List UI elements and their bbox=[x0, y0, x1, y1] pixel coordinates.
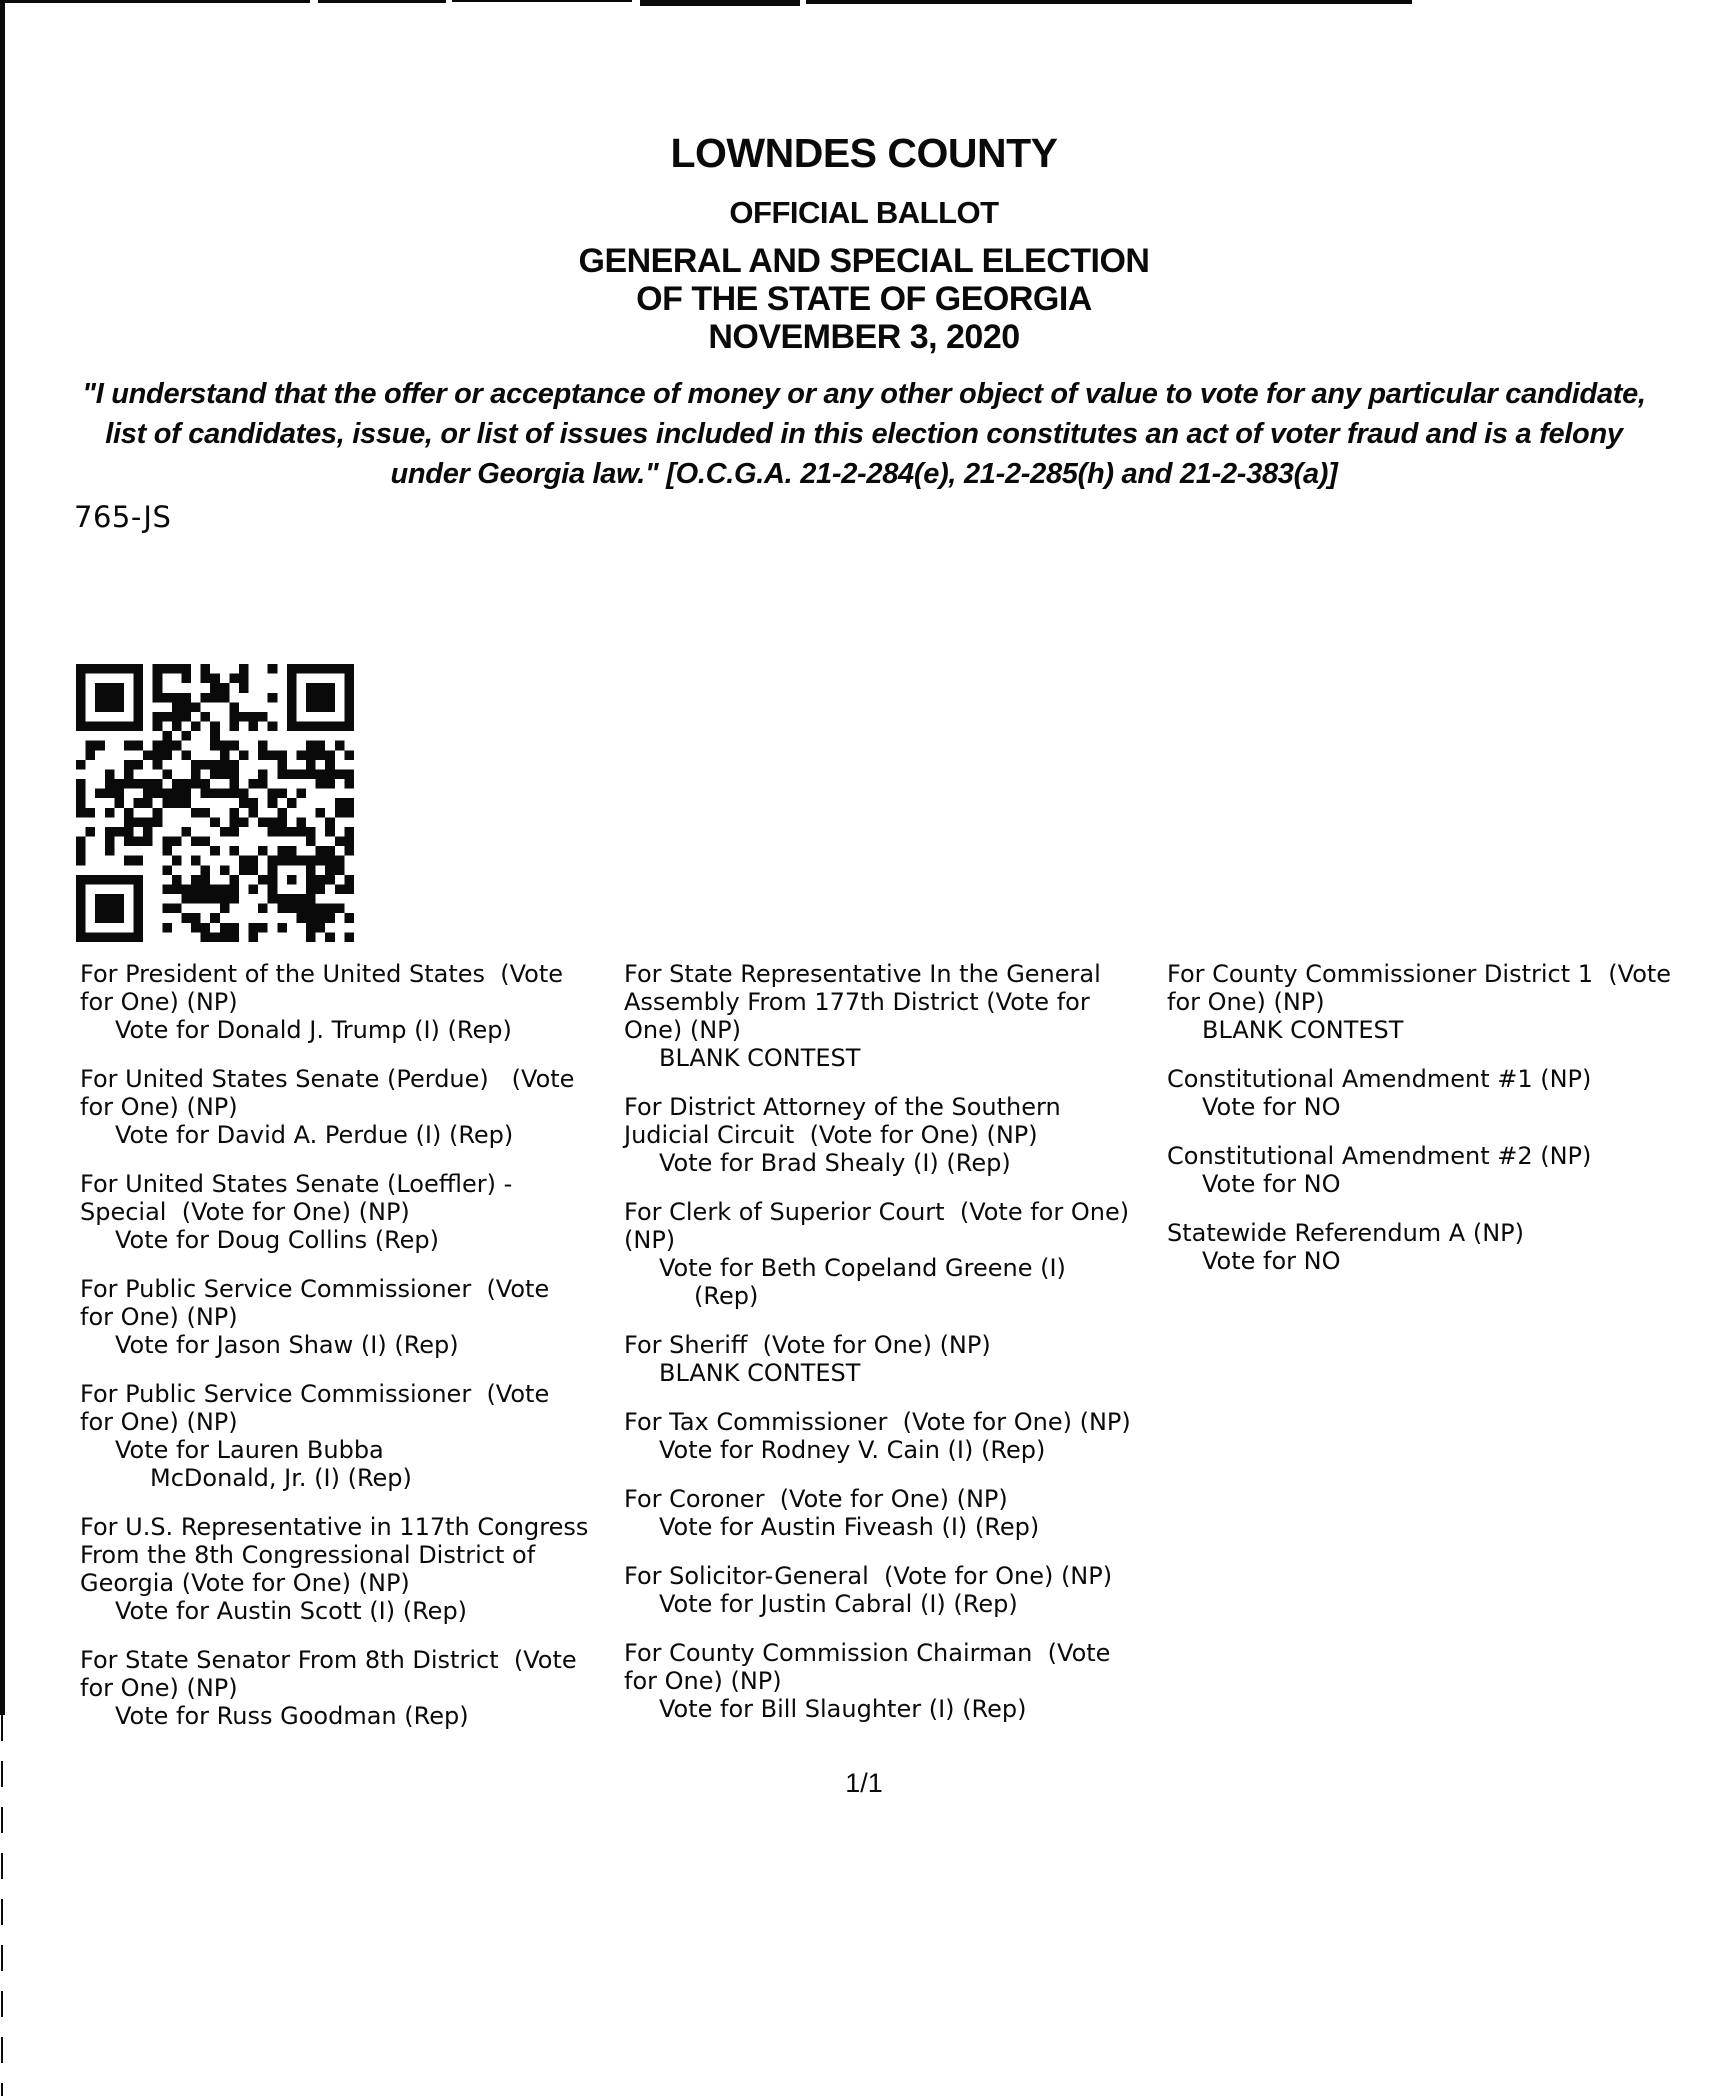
contest-title-line: For United States Senate (Perdue) (Vote bbox=[80, 1065, 575, 1093]
contest-block bbox=[1167, 1065, 1728, 1121]
vote-selection-line: Vote for NO bbox=[1202, 1093, 1341, 1121]
contest-column-1 bbox=[80, 960, 624, 1751]
vote-selection-line: Vote for Russ Goodman (Rep) bbox=[115, 1702, 469, 1730]
scan-edge-top-segment bbox=[0, 0, 310, 3]
disclaimer-line: under Georgia law." [O.C.G.A. 21-2-284(e), 21-2-285(h) and 21-2-383(a)] bbox=[390, 458, 1338, 490]
vote-selection-line: McDonald, Jr. (I) (Rep) bbox=[150, 1464, 412, 1492]
contest-title-line: Constitutional Amendment #2 (NP) bbox=[1167, 1142, 1592, 1170]
contest-block bbox=[80, 1170, 624, 1254]
contest-title-line: for One) (NP) bbox=[80, 1674, 238, 1702]
contest-title-line: For Tax Commissioner (Vote for One) (NP) bbox=[624, 1408, 1131, 1436]
contest-title-line: for One) (NP) bbox=[1167, 988, 1325, 1016]
vote-selection-line: Vote for Rodney V. Cain (I) (Rep) bbox=[659, 1436, 1046, 1464]
scan-edge-top-segment bbox=[452, 0, 632, 2]
scan-edge-top-segment bbox=[806, 0, 1412, 4]
contest-title-line: For Solicitor-General (Vote for One) (NP) bbox=[624, 1562, 1113, 1590]
contest-block bbox=[624, 1093, 1167, 1177]
contest-title-line: For Sheriff (Vote for One) (NP) bbox=[624, 1331, 991, 1359]
vote-selection-line: Vote for Justin Cabral (I) (Rep) bbox=[659, 1590, 1018, 1618]
contest-block bbox=[624, 1198, 1167, 1310]
contest-title-line: For County Commission Chairman (Vote bbox=[624, 1639, 1111, 1667]
contest-title-line: For Public Service Commissioner (Vote bbox=[80, 1380, 550, 1408]
vote-selection-line: Vote for Brad Shealy (I) (Rep) bbox=[659, 1149, 1011, 1177]
county-title: LOWNDES COUNTY bbox=[670, 130, 1058, 176]
contest-title-line: For State Representative In the General bbox=[624, 960, 1101, 988]
contest-title-line: For United States Senate (Loeffler) - bbox=[80, 1170, 513, 1198]
contest-block bbox=[1167, 1219, 1728, 1275]
voter-fraud-disclaimer bbox=[0, 374, 1728, 494]
disclaimer-line: list of candidates, issue, or list of issues included in this election constitutes an act of voter fraud and is a felony bbox=[105, 418, 1623, 450]
vote-selection-line: Vote for David A. Perdue (I) (Rep) bbox=[115, 1121, 514, 1149]
vote-selection-line: Vote for Beth Copeland Greene (I) bbox=[659, 1254, 1066, 1282]
election-title-line: GENERAL AND SPECIAL ELECTION bbox=[578, 242, 1150, 280]
contest-block bbox=[1167, 960, 1728, 1044]
contest-title-line: Georgia (Vote for One) (NP) bbox=[80, 1569, 410, 1597]
contest-title-line: For Coroner (Vote for One) (NP) bbox=[624, 1485, 1008, 1513]
contest-title-line: for One) (NP) bbox=[80, 1093, 238, 1121]
election-title bbox=[0, 242, 1728, 356]
contest-block bbox=[624, 1485, 1167, 1541]
contest-title-line: for One) (NP) bbox=[80, 988, 238, 1016]
contest-title-line: For Clerk of Superior Court (Vote for One) bbox=[624, 1198, 1130, 1226]
contest-title-line: For County Commissioner District 1 (Vote bbox=[1167, 960, 1672, 988]
blank-contest-label: BLANK CONTEST bbox=[1202, 1016, 1404, 1044]
contest-block bbox=[80, 1275, 624, 1359]
contest-title-line: For District Attorney of the Southern bbox=[624, 1093, 1061, 1121]
contest-title-line: From the 8th Congressional District of bbox=[80, 1541, 536, 1569]
vote-selection-line: (Rep) bbox=[694, 1282, 759, 1310]
vote-selection-line: Vote for Donald J. Trump (I) (Rep) bbox=[115, 1016, 512, 1044]
vote-selection-line: Vote for Austin Fiveash (I) (Rep) bbox=[659, 1513, 1040, 1541]
election-title-line: NOVEMBER 3, 2020 bbox=[708, 318, 1020, 356]
ballot-type-title: OFFICIAL BALLOT bbox=[729, 195, 999, 230]
contest-block bbox=[80, 960, 624, 1044]
contest-title-line: for One) (NP) bbox=[624, 1667, 782, 1695]
contest-block bbox=[1167, 1142, 1728, 1198]
vote-selection-line: Vote for Jason Shaw (I) (Rep) bbox=[115, 1331, 459, 1359]
blank-contest-label: BLANK CONTEST bbox=[659, 1359, 861, 1387]
election-title-line: OF THE STATE OF GEORGIA bbox=[636, 280, 1092, 318]
scan-edge-top-segment bbox=[640, 0, 800, 6]
vote-selection-line: Vote for Bill Slaughter (I) (Rep) bbox=[659, 1695, 1027, 1723]
vote-selection-line: Vote for Lauren Bubba bbox=[115, 1436, 384, 1464]
contest-column-2 bbox=[624, 960, 1167, 1744]
page-number: 1/1 bbox=[845, 1768, 883, 1798]
contest-block bbox=[624, 960, 1167, 1072]
ballot-style-code: 765-JS bbox=[74, 500, 172, 534]
contest-block bbox=[80, 1513, 624, 1625]
vote-selection-line: Vote for NO bbox=[1202, 1170, 1341, 1198]
contest-block bbox=[624, 1562, 1167, 1618]
contest-title-line: For State Senator From 8th District (Vote bbox=[80, 1646, 577, 1674]
contest-block bbox=[624, 1639, 1167, 1723]
contest-title-line: For U.S. Representative in 117th Congress bbox=[80, 1513, 589, 1541]
contest-block bbox=[624, 1331, 1167, 1387]
contest-title-line: for One) (NP) bbox=[80, 1408, 238, 1436]
contest-title-line: For President of the United States (Vote bbox=[80, 960, 564, 988]
blank-contest-label: BLANK CONTEST bbox=[659, 1044, 861, 1072]
vote-selection-line: Vote for Austin Scott (I) (Rep) bbox=[115, 1597, 468, 1625]
contest-title-line: For Public Service Commissioner (Vote bbox=[80, 1275, 550, 1303]
contest-block bbox=[624, 1408, 1167, 1464]
contest-title-line: Statewide Referendum A (NP) bbox=[1167, 1219, 1524, 1247]
disclaimer-line: "I understand that the offer or acceptance of money or any other object of value to vote for any particular candidate, bbox=[82, 378, 1646, 410]
contest-title-line: Judicial Circuit (Vote for One) (NP) bbox=[624, 1121, 1038, 1149]
contest-title-line: Constitutional Amendment #1 (NP) bbox=[1167, 1065, 1592, 1093]
qr-code-icon bbox=[76, 664, 354, 942]
contest-title-line: Special (Vote for One) (NP) bbox=[80, 1198, 410, 1226]
contest-column-3 bbox=[1167, 960, 1728, 1296]
scan-edge-top-segment bbox=[318, 0, 446, 3]
contest-title-line: One) (NP) bbox=[624, 1016, 742, 1044]
vote-selection-line: Vote for Doug Collins (Rep) bbox=[115, 1226, 440, 1254]
contest-title-line: (NP) bbox=[624, 1226, 676, 1254]
contest-block bbox=[80, 1380, 624, 1492]
contest-title-line: for One) (NP) bbox=[80, 1303, 238, 1331]
contest-block bbox=[80, 1065, 624, 1149]
contest-block bbox=[80, 1646, 624, 1730]
vote-selection-line: Vote for NO bbox=[1202, 1247, 1341, 1275]
contest-title-line: Assembly From 177th District (Vote for bbox=[624, 988, 1090, 1016]
